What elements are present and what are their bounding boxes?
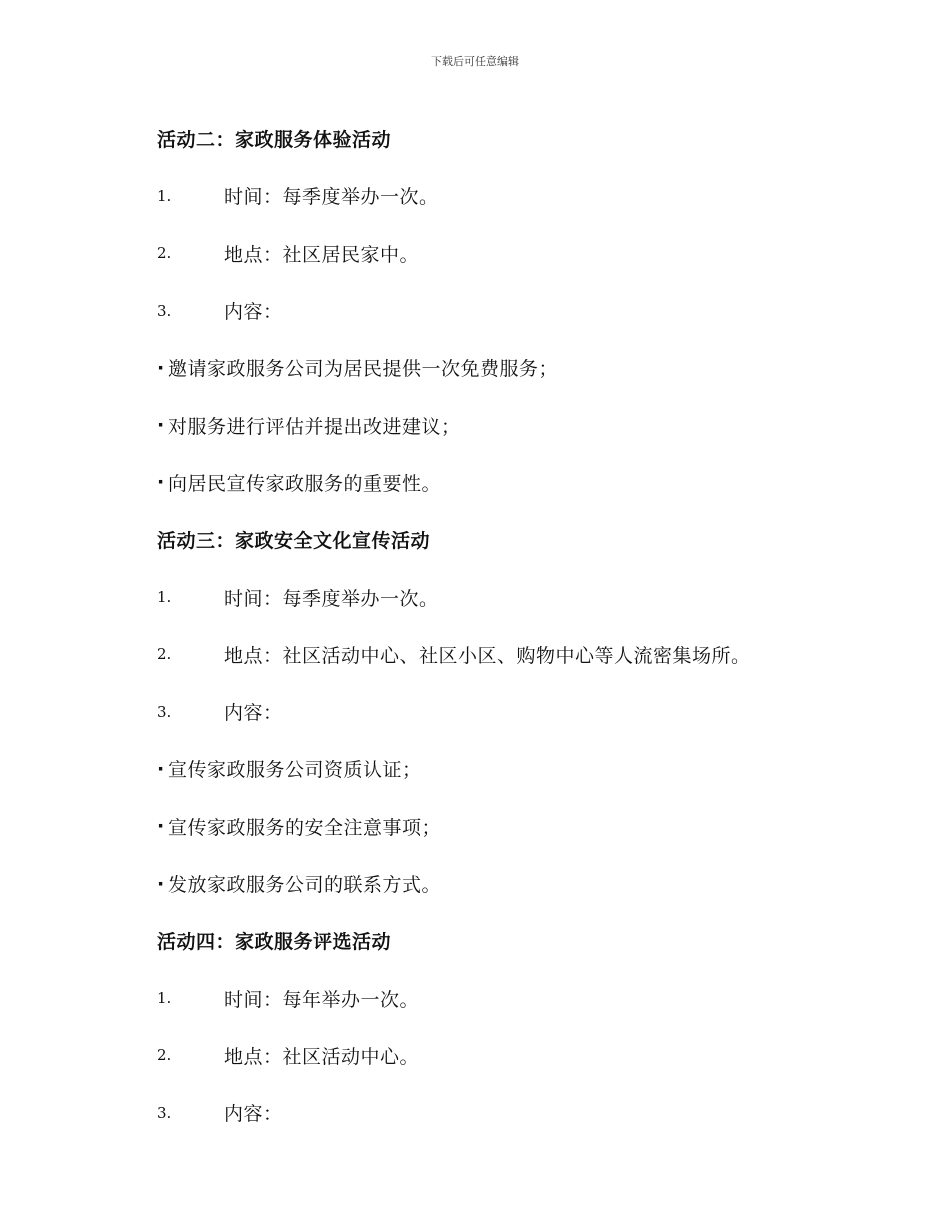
bullet-text: 邀请家政服务公司为居民提供一次免费服务； [168, 358, 559, 381]
item-text: 时间：每季度举办一次。 [224, 186, 439, 209]
bullet-text: 宣传家政服务公司资质认证； [168, 759, 422, 782]
item-number: 1. [157, 588, 172, 607]
item-number: 2. [157, 645, 172, 664]
numbered-item [157, 683, 837, 740]
item-text: 内容： [224, 1103, 283, 1126]
bullet-item [157, 740, 837, 797]
numbered-item [157, 568, 837, 625]
item-number: 3. [157, 702, 172, 721]
bullet-dot: · [157, 471, 165, 494]
item-text: 地点：社区活动中心。 [224, 1045, 420, 1068]
item-number: 3. [157, 1103, 172, 1122]
item-number: 3. [157, 301, 172, 320]
bullet-dot: · [157, 414, 165, 437]
item-number: 2. [157, 244, 172, 263]
item-text: 时间：每季度举办一次。 [224, 587, 439, 610]
bullet-item [157, 855, 837, 912]
item-number: 2. [157, 1046, 172, 1065]
page-header-note: 下载后可任意编辑 [431, 55, 519, 68]
numbered-item [157, 282, 837, 339]
document-body [157, 110, 837, 1141]
item-number: 1. [157, 186, 172, 205]
numbered-item [157, 1084, 837, 1141]
item-number: 1. [157, 989, 172, 1008]
bullet-dot: · [157, 872, 165, 895]
numbered-item [157, 969, 837, 1026]
item-text: 时间：每年举办一次。 [224, 988, 420, 1011]
item-text: 地点：社区活动中心、社区小区、购物中心等人流密集场所。 [224, 644, 751, 667]
bullet-dot: · [157, 356, 165, 379]
section-heading: 活动四：家政服务评选活动 [157, 931, 392, 954]
numbered-item [157, 167, 837, 224]
bullet-text: 向居民宣传家政服务的重要性。 [168, 472, 442, 495]
bullet-item [157, 339, 837, 396]
bullet-dot: · [157, 815, 165, 838]
bullet-text: 对服务进行评估并提出改进建议； [168, 415, 461, 438]
numbered-item [157, 1027, 837, 1084]
section-heading: 活动二：家政服务体验活动 [157, 129, 392, 152]
item-text: 内容： [224, 702, 283, 725]
item-text: 内容： [224, 301, 283, 324]
item-text: 地点：社区居民家中。 [224, 243, 420, 266]
bullet-dot: · [157, 757, 165, 780]
numbered-item [157, 225, 837, 282]
bullet-item [157, 798, 837, 855]
bullet-text: 发放家政服务公司的联系方式。 [168, 874, 442, 896]
bullet-item [157, 396, 837, 453]
section-heading: 活动三：家政安全文化宣传活动 [157, 530, 431, 553]
bullet-text: 宣传家政服务的安全注意事项； [168, 816, 442, 839]
numbered-item [157, 626, 837, 683]
bullet-item [157, 454, 837, 511]
